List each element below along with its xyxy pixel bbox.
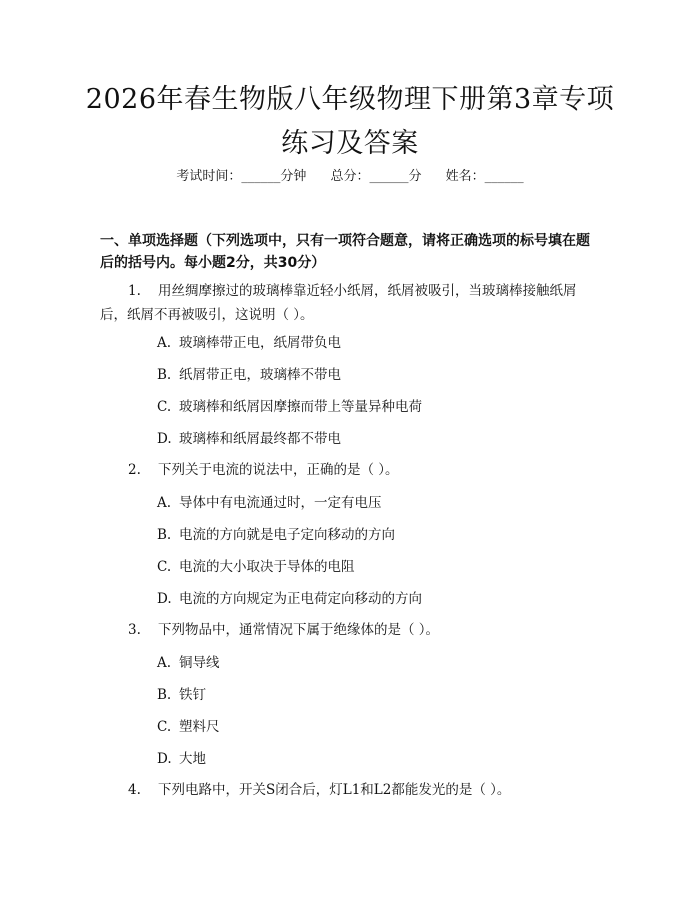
total-score-field xyxy=(330,169,421,184)
question-3 xyxy=(100,618,600,642)
option-text: 导体中有电流通过时，一定有电压 xyxy=(179,495,382,511)
student-name-label: 姓名： xyxy=(445,169,485,184)
option-text: 铜导线 xyxy=(179,655,220,671)
question-1 xyxy=(100,279,600,327)
question-text: 用丝绸摩擦过的玻璃棒靠近轻小纸屑，纸屑被吸引，当玻璃棒接触纸屑后，纸屑不再被吸引，这说明（ ）。 xyxy=(100,283,577,323)
question-text: 下列电路中，开关S闭合后，灯L1和L2都能发光的是（ ）。 xyxy=(158,782,511,798)
option-letter: A. xyxy=(157,335,172,351)
option-letter: C. xyxy=(157,559,172,575)
option-letter: A. xyxy=(157,495,172,511)
section-heading: 一、单项选择题（下列选项中，只有一项符合题意，请将正确选项的标号填在题后的括号内。每小题2分，共30分） xyxy=(100,233,590,271)
total-score-label: 总分： xyxy=(330,169,370,184)
total-score-blank: ______ xyxy=(369,169,409,184)
option-letter: C. xyxy=(157,719,172,735)
option-d xyxy=(157,429,341,449)
option-text: 铁钉 xyxy=(179,687,206,703)
title-line-2: 练习及答案 xyxy=(281,128,419,159)
option-letter: D. xyxy=(157,751,172,767)
question-text: 下列关于电流的说法中，正确的是（ ）。 xyxy=(158,462,399,478)
option-text: 电流的大小取决于导体的电阻 xyxy=(179,559,355,575)
question-number: 2. xyxy=(128,462,141,478)
exam-time-unit: 分钟 xyxy=(280,169,307,184)
option-text: 大地 xyxy=(179,751,206,767)
option-letter: B. xyxy=(157,367,172,383)
option-text: 玻璃棒带正电，纸屑带负电 xyxy=(179,335,341,351)
option-letter: B. xyxy=(157,527,172,543)
option-text: 塑料尺 xyxy=(179,719,220,735)
question-text: 下列物品中，通常情况下属于绝缘体的是（ ）。 xyxy=(158,622,440,638)
option-c xyxy=(157,717,220,737)
option-c xyxy=(157,397,422,417)
option-letter: A. xyxy=(157,655,172,671)
option-letter: C. xyxy=(157,399,172,415)
student-name-field xyxy=(446,169,524,184)
option-d xyxy=(157,589,422,609)
title-line-1: 2026年春生物版八年级物理下册第3章专项 xyxy=(85,84,615,115)
option-letter: D. xyxy=(157,591,172,607)
exam-time-label: 考试时间： xyxy=(176,169,242,184)
option-a xyxy=(157,333,341,353)
option-a xyxy=(157,493,382,513)
exam-info-row xyxy=(60,168,640,186)
option-a xyxy=(157,653,220,673)
question-number: 1. xyxy=(128,283,141,299)
option-b xyxy=(157,685,206,705)
option-text: 玻璃棒和纸屑因摩擦而带上等量异种电荷 xyxy=(179,399,422,415)
option-b xyxy=(157,365,341,385)
total-score-unit: 分 xyxy=(408,169,422,184)
option-b xyxy=(157,525,395,545)
exam-time-field xyxy=(176,169,306,184)
option-d xyxy=(157,749,206,769)
option-letter: B. xyxy=(157,687,172,703)
student-name-blank: ______ xyxy=(484,169,524,184)
option-letter: D. xyxy=(157,431,172,447)
question-number: 3. xyxy=(128,622,141,638)
page-title xyxy=(60,78,640,166)
question-2 xyxy=(100,458,600,482)
option-text: 电流的方向就是电子定向移动的方向 xyxy=(179,527,395,543)
option-text: 纸屑带正电，玻璃棒不带电 xyxy=(179,367,341,383)
option-text: 电流的方向规定为正电荷定向移动的方向 xyxy=(179,591,422,607)
question-4 xyxy=(100,778,600,802)
option-text: 玻璃棒和纸屑最终都不带电 xyxy=(179,431,341,447)
question-number: 4. xyxy=(128,782,141,798)
exam-time-blank: ______ xyxy=(241,169,281,184)
option-c xyxy=(157,557,355,577)
